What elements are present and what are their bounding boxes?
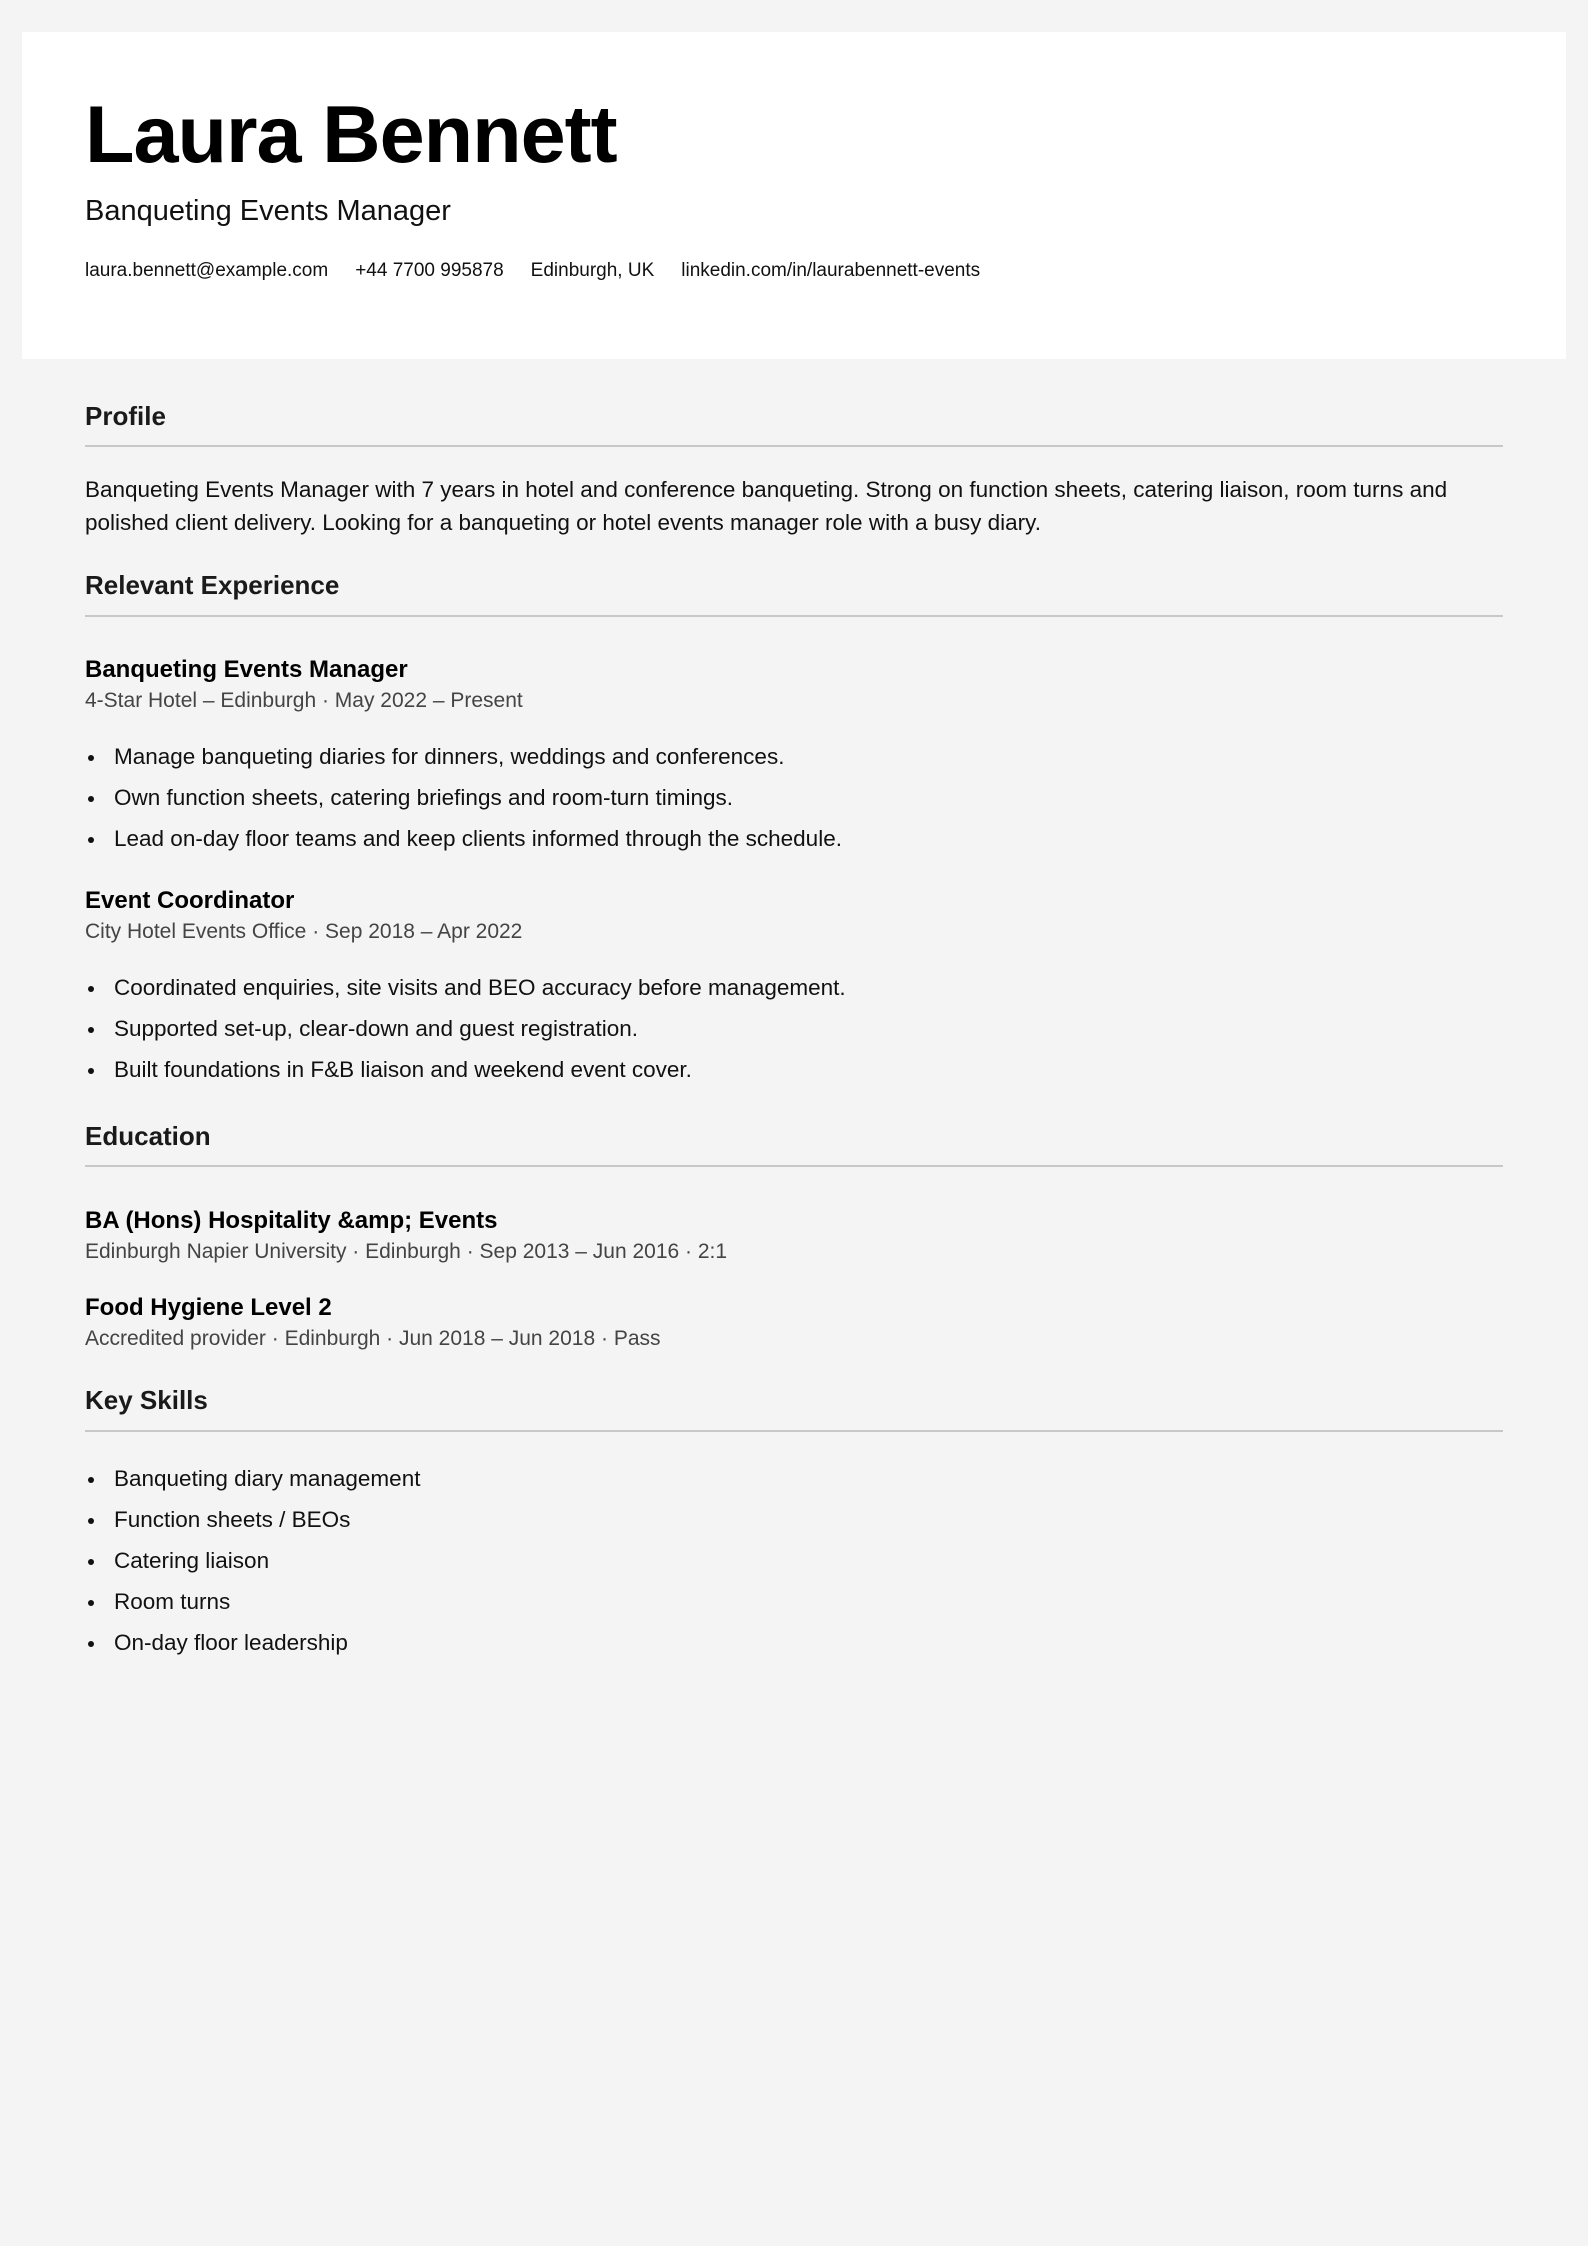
job-bullet: Manage banqueting diaries for dinners, weddings and conferences. [85, 736, 1503, 777]
skills-section [85, 1382, 1503, 1662]
job-title: Banqueting Events Manager [85, 655, 408, 683]
contact-location: Edinburgh, UK [530, 260, 655, 281]
education-title: Food Hygiene Level 2 [85, 1294, 332, 1322]
candidate-name: Laura Bennett [85, 90, 617, 180]
section-divider [85, 445, 1503, 447]
job-bullet: Coordinated enquiries, site visits and BEO accuracy before management. [85, 967, 1503, 1008]
education-section [85, 1118, 1503, 1354]
section-title-profile: Profile [85, 401, 166, 431]
profile-summary: Banqueting Events Manager with 7 years in hotel and conference banqueting. Strong on function sheets, catering liaison, room turns and polished client delivery. Looking for a banqueting or hotel events manager role with a busy diary. [85, 477, 1448, 536]
candidate-headline: Banqueting Events Manager [85, 195, 451, 227]
education-entry [85, 1205, 1503, 1267]
job-meta: 4-Star Hotel – Edinburgh · May 2022 – Present [85, 688, 523, 712]
contact-linkedin[interactable]: linkedin.com/in/laurabennett-events [681, 260, 981, 281]
job-bullet: Supported set-up, clear-down and guest registration. [85, 1008, 1503, 1049]
contact-phone[interactable]: +44 7700 995878 [355, 260, 504, 281]
contact-line [85, 260, 980, 283]
job-entry [85, 654, 1503, 859]
education-meta: Accredited provider · Edinburgh · Jun 2018 – Jun 2018 · Pass [85, 1327, 661, 1351]
resume-body [85, 398, 1503, 1663]
skill-item: Banqueting diary management [85, 1458, 1503, 1499]
skill-item: Room turns [85, 1581, 1503, 1622]
skill-item: Catering liaison [85, 1540, 1503, 1581]
contact-email[interactable]: laura.bennett@example.com [85, 260, 329, 281]
job-meta: City Hotel Events Office · Sep 2018 – Apr 2022 [85, 919, 523, 943]
job-bullet: Built foundations in F&B liaison and weekend event cover. [85, 1049, 1503, 1090]
skill-item: Function sheets / BEOs [85, 1499, 1503, 1540]
section-divider [85, 615, 1503, 617]
profile-section [85, 398, 1503, 539]
job-bullet: Own function sheets, catering briefings and room-turn timings. [85, 777, 1503, 818]
job-bullet: Lead on-day floor teams and keep clients informed through the schedule. [85, 818, 1503, 859]
job-entry [85, 885, 1503, 1090]
education-entry [85, 1292, 1503, 1354]
skills-list [85, 1458, 1503, 1663]
job-bullets [85, 736, 1503, 859]
skill-item: On-day floor leadership [85, 1622, 1503, 1663]
job-bullets [85, 967, 1503, 1090]
section-title-experience: Relevant Experience [85, 570, 340, 601]
job-title: Event Coordinator [85, 886, 295, 914]
education-meta: Edinburgh Napier University · Edinburgh · Sep 2013 – Jun 2016 · 2:1 [85, 1240, 728, 1264]
section-title-education: Education [85, 1120, 211, 1151]
section-divider [85, 1430, 1503, 1432]
section-divider [85, 1165, 1503, 1167]
section-title-skills: Key Skills [85, 1385, 208, 1416]
experience-section [85, 567, 1503, 1089]
education-title: BA (Hons) Hospitality &amp; Events [85, 1207, 498, 1235]
resume-header [22, 32, 1566, 359]
